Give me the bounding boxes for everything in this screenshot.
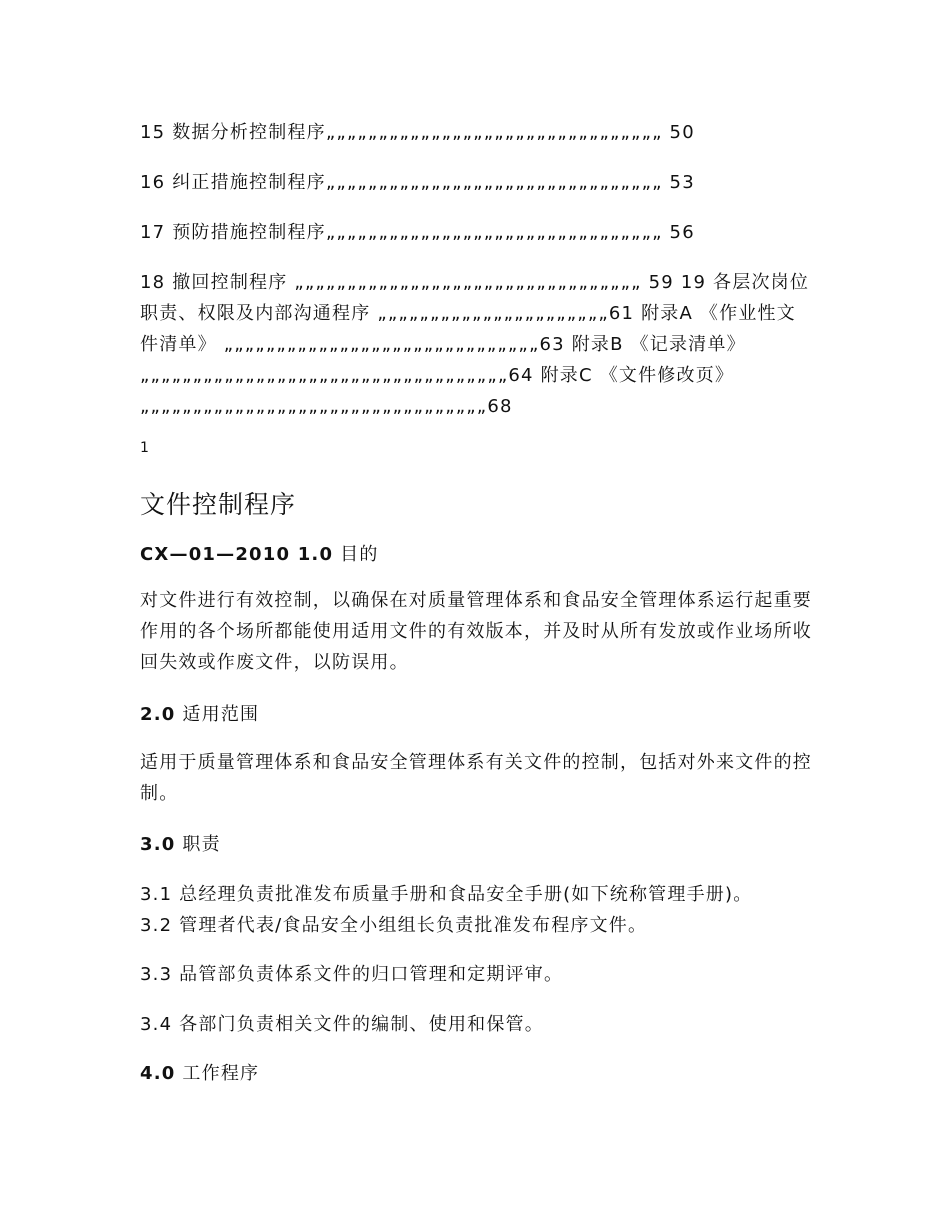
section-1-heading [140, 540, 810, 566]
section-3-2: 3.2 管理者代表/食品安全小组组长负责批准发布程序文件。 [140, 915, 648, 936]
toc-item-15: 15 数据分析控制程序„„„„„„„„„„„„„„„„„„„„„„„„„„„„„„„„ 50 [140, 122, 695, 143]
section-3-number: 3.0 [140, 834, 176, 855]
section-4-number: 4.0 [140, 1063, 176, 1084]
section-2-body: 适用于质量管理体系和食品安全管理体系有关文件的控制，包括对外来文件的控制。 [140, 752, 812, 804]
page-number: 1 [140, 440, 149, 456]
toc-continued: 18 撤回控制程序 „„„„„„„„„„„„„„„„„„„„„„„„„„„„„„„„„ 59 19 各层次岗位职责、权限及内部沟通程序 „„„„„„„„„„„„„„„„„„„„„„61 附录A 《作业性文件清单》 „„„„„„„„„„„„„„„„„„„„„„„„„„„„„„63 附录B 《记录清单》 „„„„„„„„„„„„„„„„„„„„„„„„„„„„„„„„„„„64 附录C 《文件修改页》„„„„„„„„„„„„„„„„„„„„„„„„„„„„„„„„„68 [140, 272, 810, 417]
toc-item-17: 17 预防措施控制程序„„„„„„„„„„„„„„„„„„„„„„„„„„„„„„„„ 56 [140, 222, 695, 243]
section-2-title: 适用范围 [182, 704, 260, 725]
section-3-4: 3.4 各部门负责相关文件的编制、使用和保管。 [140, 1014, 544, 1035]
section-2-heading [140, 700, 810, 726]
toc-item-16: 16 纠正措施控制程序„„„„„„„„„„„„„„„„„„„„„„„„„„„„„„„„ 53 [140, 172, 695, 193]
section-3-title: 职责 [182, 834, 221, 855]
section-4-title: 工作程序 [182, 1063, 260, 1084]
section-3-3: 3.3 品管部负责体系文件的归口管理和定期评审。 [140, 964, 564, 985]
section-2-number: 2.0 [140, 704, 176, 725]
section-1-title: 目的 [340, 544, 379, 565]
document-title: 文件控制程序 [140, 490, 297, 519]
document-code: CX—01—2010 1.0 [140, 544, 334, 565]
section-3-1: 3.1 总经理负责批准发布质量手册和食品安全手册(如下统称管理手册)。 [140, 884, 753, 905]
section-1-body: 对文件进行有效控制，以确保在对质量管理体系和食品安全管理体系运行起重要作用的各个场所都能使用适用文件的有效版本，并及时从所有发放或作业场所收回失效或作废文件，以防误用。 [140, 590, 812, 673]
section-4-heading [140, 1059, 810, 1085]
section-3-heading [140, 830, 810, 856]
